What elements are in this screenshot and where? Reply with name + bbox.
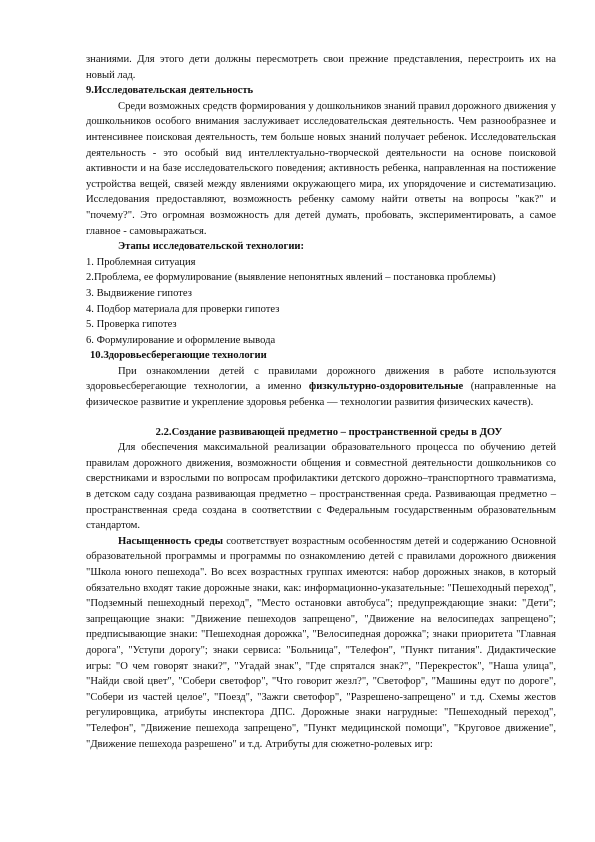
stage-item: 3. Выдвижение гипотез [86,287,192,299]
section-10-heading: 10.Здоровьесберегающие технологии [90,350,267,362]
section-10-text-after: (направленные на физическое развитие и укрепление здоровья ребенка — технологии развития физических качеств). [86,381,556,409]
section-2-2-bold-term: Насыщенность среды [118,535,224,547]
stage-item: 2.Проблема, ее формулирование (выявление непонятных явлений – постановка проблемы) [86,272,496,284]
stage-item: 1. Проблемная ситуация [86,256,196,268]
section-9-heading: 9.Исследовательская деятельность [86,85,254,97]
section-2-2-heading: 2.2.Создание развивающей предметно – пространственной среды в ДОУ [155,426,503,438]
stage-item: 6. Формулирование и оформление вывода [86,334,276,346]
intro-continuation: знаниями. Для этого дети должны пересмотреть свои прежние представления, перестроить их на новый лад. [86,54,556,81]
document-page [86,52,556,752]
stage-item: 5. Проверка гипотез [86,319,177,331]
section-2-2-text: соответствует возрастным особенностям детей и содержанию Основной образовательной программы и программы по ознакомлению детей с правилами дорожного движения "Школа юного пешехода". Во всех возрастных группах имеются: набор дорожных знаков, в который обязательно входят такие дорожные знаки, как: информационно-указательные: "Пешеходный переход", "Подземный пешеходный переход", "Место остановки автобуса"; предупреждающие знаки: "Дети"; запрещающие знаки: "Движение пешеходов запрещено", "Движение на велосипедах запрещено"; предписывающие знаки: "Пешеходная дорожка", "Велосипедная дорожка"; знаки приоритета "Главная дорога", "Уступи дорогу"; знаки сервиса: "Больница", "Телефон", "Пункт питания". Дидактические игры: "О чем говорят знаки?", "Угадай знак", "Где спрятался знак?", "Перекресток", "Наша улица", "Найди свой цвет", "Собери светофор", "Что говорит жезл?", "Светофор", "Машины едут по дороге", "Собери из частей целое", "Поезд", "Зажги светофор", "Разрешено-запрещено" и т.д. Схемы жестов регулировщика, атрибуты инспектора ДПС. Дорожные знаки нагрудные: "Пешеходный переход", "Телефон", "Движение пешехода запрещено", "Пункт медицинской помощи", "Круговое движение", "Движение пешехода разрешено" и т.д. Атрибуты для сюжетно-ролевых игр: [86,535,556,750]
section-10-text-before: При ознакомлении детей с правилами дорожного движения в работе используются здоровьесберегающие технологии, а именно [86,365,556,393]
section-2-2-paragraph-2 [86,534,556,752]
section-10-paragraph [86,364,556,411]
stages-heading: Этапы исследовательской технологии: [118,241,305,253]
section-2-2-paragraph-1: Для обеспечения максимальной реализации образовательного процесса по обучению детей правилам дорожного движения, возможности общения и совместной деятельности дошкольников со сверстниками и взрослыми по вопросам профилактики детского дорожно–транспортного травматизма, в детском саду создана развивающая предметно – пространственная среда. Развивающая предметно – пространственная среда создана в соответствии с Федеральным государственным образовательным стандартом. [86,442,556,532]
section-10-bold-term: физкультурно-оздоровительные [308,381,464,393]
stage-item: 4. Подбор материала для проверки гипотез [86,303,280,315]
section-9-paragraph: Среди возможных средств формирования у дошкольников знаний правил дорожного движения у дошкольников особого внимания заслуживает исследовательская деятельность. Чем разнообразнее и интенсивнее поисковая деятельность, тем больше новых знаний получает ребенок. Исследовательская деятельность - это особый вид интеллектуально-творческой деятельности на основе поисковой активности и на базе исследовательского поведения; активность ребенка, направленная на постижение устройства вещей, связей между явлениями окружающего мира, их упорядочение и систематизацию. Исследования предоставляют, возможность ребенку самому найти ответы на вопросы "как?" и "почему?". Это огромная возможность для детей думать, пробовать, экспериментировать, а самое главное - самовыражаться. [86,100,556,237]
section-spacer [86,411,556,425]
